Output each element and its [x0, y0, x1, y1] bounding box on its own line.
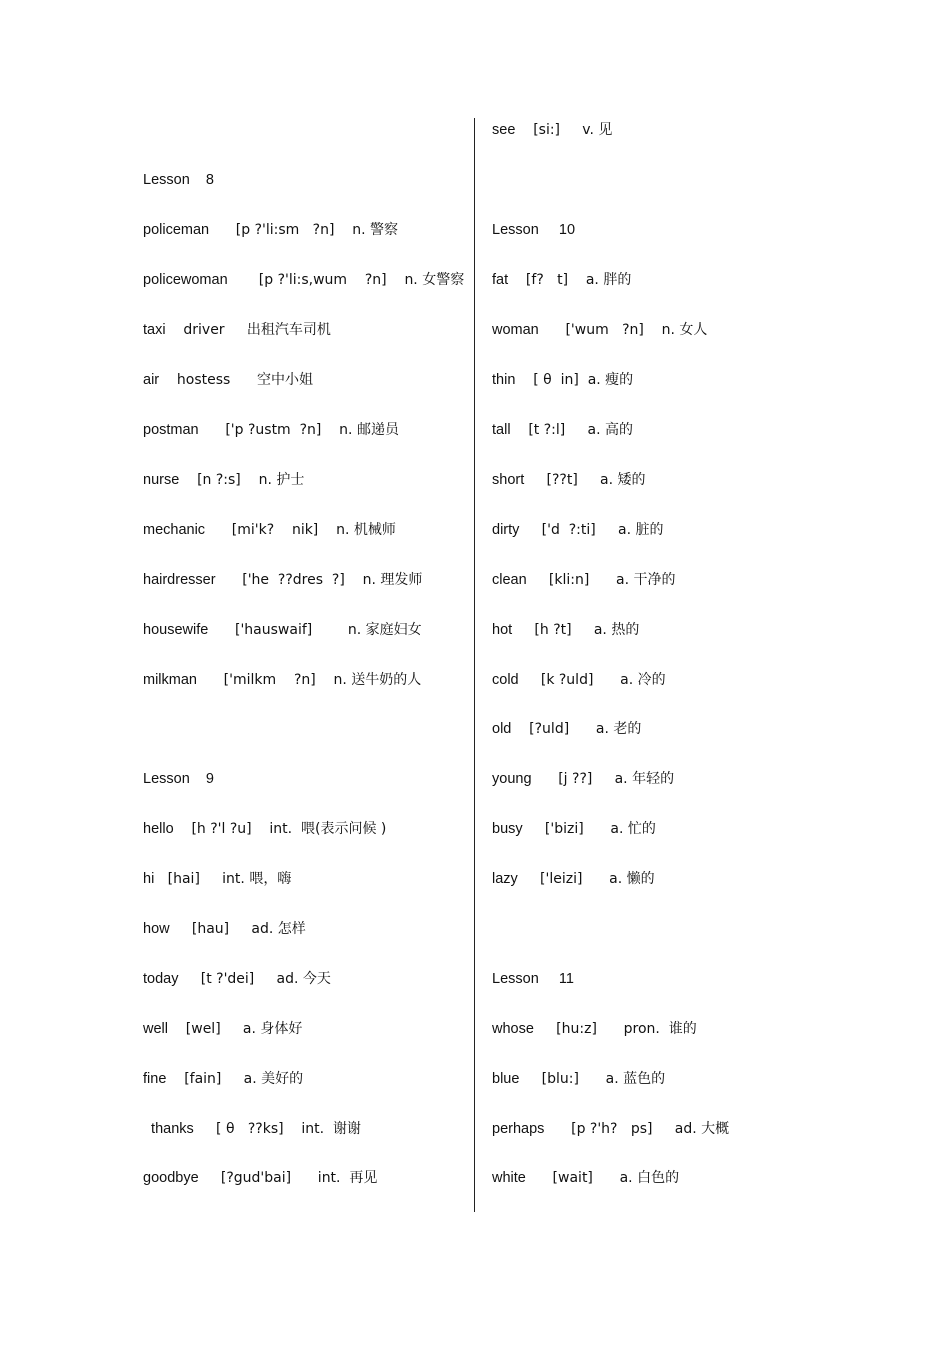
vocab-entry: blue [blu:] a. 蓝色的: [492, 1071, 666, 1087]
vocab-entry: perhaps [p ?'h? ps] ad. 大概: [492, 1121, 730, 1137]
vocab-entry: busy ['bizi] a. 忙的: [492, 821, 656, 837]
vocab-entry: today [t ?'dei] ad. 今天: [143, 971, 331, 987]
vocab-entry: dirty ['d ?:ti] a. 脏的: [492, 522, 664, 538]
vocab-entry: young [j ??] a. 年轻的: [492, 771, 675, 787]
vocab-entry: hi [hai] int. 喂，嗨: [143, 871, 292, 887]
vocab-entry: mechanic [mi'k? nik] n. 机械师: [143, 522, 396, 538]
lesson-heading: Lesson 10: [492, 222, 576, 238]
lesson-heading: Lesson 9: [143, 771, 214, 787]
vocab-entry: woman ['wum ?n] n. 女人: [492, 322, 708, 338]
vocab-entry: policeman [p ?'li:sm ?n] n. 警察: [143, 222, 398, 238]
vocab-entry: fine [fain] a. 美好的: [143, 1071, 304, 1087]
vocab-entry: whose [hu:z] pron. 谁的: [492, 1021, 697, 1037]
vocab-entry: nurse [n ?:s] n. 护士: [143, 472, 305, 488]
vocab-entry: housewife ['hauswaif] n. 家庭妇女: [143, 622, 422, 638]
vocab-entry: milkman ['milkm ?n] n. 送牛奶的人: [143, 672, 422, 688]
vocab-entry: thanks [ θ ??ks] int. 谢谢: [143, 1121, 361, 1137]
column-divider: [474, 118, 475, 1212]
vocab-entry: well [wel] a. 身体好: [143, 1021, 303, 1037]
vocab-entry: policewoman [p ?'li:s,wum ?n] n. 女警察: [143, 272, 465, 288]
vocab-entry: hello [h ?'l ?u] int. 喂(表示问候 ): [143, 821, 387, 837]
vocab-entry: postman ['p ?ustm ?n] n. 邮递员: [143, 422, 399, 438]
vocab-entry: air hostess 空中小姐: [143, 372, 314, 388]
vocab-entry: see [si:] v. 见: [492, 122, 613, 138]
vocab-entry: fat [f? t] a. 胖的: [492, 272, 632, 288]
vocab-entry: taxi driver 出租汽车司机: [143, 322, 331, 338]
vocab-entry: thin [ θ in] a. 瘦的: [492, 372, 634, 388]
vocab-entry: hot [h ?t] a. 热的: [492, 622, 640, 638]
vocab-entry: white [wait] a. 白色的: [492, 1170, 680, 1186]
vocab-entry: short [??t] a. 矮的: [492, 472, 646, 488]
vocab-entry: lazy ['leizi] a. 懒的: [492, 871, 655, 887]
vocab-entry: hairdresser ['he ??dres ?] n. 理发师: [143, 572, 423, 588]
lesson-heading: Lesson 11: [492, 971, 574, 987]
vocab-entry: tall [t ?:l] a. 高的: [492, 422, 633, 438]
vocab-entry: how [hau] ad. 怎样: [143, 921, 306, 937]
lesson-heading: Lesson 8: [143, 172, 214, 188]
vocab-entry: old [?uld] a. 老的: [492, 721, 642, 737]
vocab-entry: clean [kli:n] a. 干净的: [492, 572, 676, 588]
vocab-entry: goodbye [?gud'bai] int. 再见: [143, 1170, 378, 1186]
vocab-entry: cold [k ?uld] a. 冷的: [492, 672, 666, 688]
